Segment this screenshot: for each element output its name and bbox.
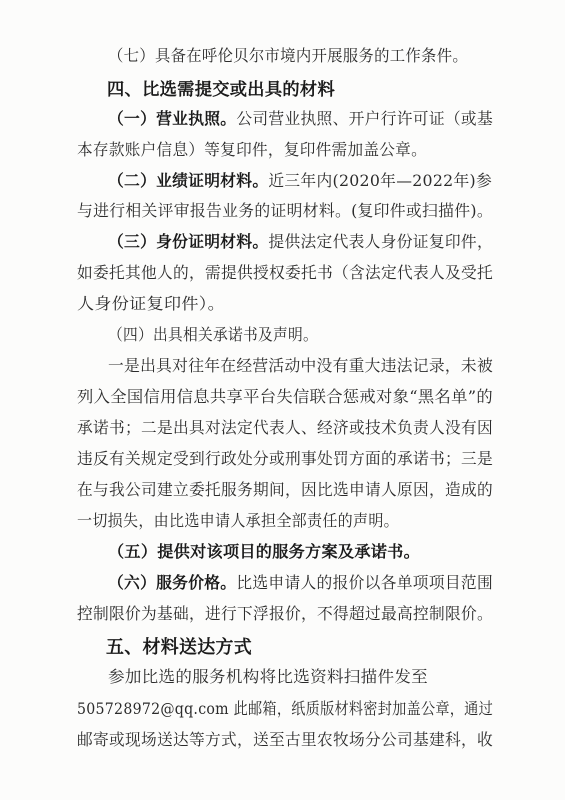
item-2-label: （二）业绩证明材料。: [108, 171, 269, 190]
item-5-line: [108, 539, 418, 562]
item-2-line-2-text: 与进行相关评审报告业务的证明材料。(复印件或扫描件)。: [77, 201, 493, 220]
item-4-para-line-4-text: 违反有关规定受到行政处分或刑事处罚方面的承诺书；三是: [77, 449, 493, 468]
section-5-line-2: [77, 696, 548, 719]
item-3-label: （三）身份证明材料。: [108, 232, 269, 251]
item-4-line: [108, 322, 336, 345]
item-2-text: 近三年内(2020年—2022年)参: [268, 171, 492, 190]
item-4-para-line-2: [77, 384, 493, 407]
item-4-para-line-3-text: 承诺书；二是出具对法定代表人、经济或技术负责人没有因: [77, 418, 493, 437]
section-5-heading: [106, 633, 252, 659]
item-3-line-3-text: 人身份证复印件）。: [77, 294, 225, 313]
item-3-line-2: [77, 260, 501, 283]
item-4-para-line-6: [77, 508, 419, 531]
section-5-line-3-text: 邮寄或现场送达等方式，送至古里农牧场分公司基建科，收: [77, 730, 493, 749]
item-1-label: （一）营业执照。: [108, 109, 237, 128]
item-6-line-1: [108, 570, 499, 593]
item-5-text: （五）提供对该项目的服务方案及承诺书。: [108, 542, 420, 561]
item-2-line-1: [108, 168, 498, 191]
item-6-text: 比选申请人的报价以各单项项目范围: [236, 573, 494, 592]
item-4-para-line-2-text: 列入全国信用信息共享平台失信联合惩戒对象“黑名单”的: [77, 387, 493, 406]
item-4-para-line-1-text: 一是出具对往年在经营活动中没有重大违法记录，未被: [108, 356, 493, 375]
item-3-line-3: [77, 291, 225, 314]
section-4-heading-text: 四、比选需提交或出具的材料: [107, 80, 335, 100]
item-6-line-2-text: 控制限价为基础，进行下浮报价，不得超过最高控制限价。: [77, 604, 493, 623]
item-3-text: 提供法定代表人身份证复印件，: [268, 232, 493, 251]
item-4-para-line-4: [77, 446, 501, 469]
item-1-line-2: [77, 137, 436, 160]
item-4-para-line-3: [77, 415, 501, 438]
item-6-line-1-content: [108, 570, 493, 593]
item-7-text: （七）具备在呼伦贝尔市境内开展服务的工作条件。: [108, 46, 468, 65]
item-1-text: 公司营业执照、开户行许可证（或基: [236, 109, 494, 128]
item-1-line-1: [108, 106, 499, 129]
section-5-line-1-text: 参加比选的服务机构将比选资料扫描件发至: [108, 667, 428, 686]
section-4-heading: [107, 75, 335, 100]
item-4-para-line-1: [108, 353, 499, 376]
item-4-para-line-6-text: 一切损失，由比选申请人承担全部责任的声明。: [77, 511, 399, 530]
item-6-label: （六）服务价格。: [108, 573, 237, 592]
section-5-heading-text: 五、材料送达方式: [106, 637, 252, 658]
item-1-line-2-text: 本存款账户信息）等复印件，复印件需加盖公章。: [77, 140, 427, 159]
item-2-line-2: [77, 198, 498, 221]
item-2-line-1-content: [108, 168, 492, 191]
section-5-line-3: [77, 727, 501, 750]
item-4-para-line-5: [77, 477, 501, 500]
item-1-line-1-content: [108, 106, 493, 129]
item-6-line-2: [77, 601, 501, 624]
item-3-line-1-content: [108, 229, 493, 252]
item-3-line-1: [108, 229, 499, 252]
section-5-line-1: [108, 664, 428, 687]
item-4-text: （四）出具相关承诺书及声明。: [108, 325, 318, 344]
section-5-line-2-text: 505728972@qq.com 此邮箱，纸质版材料密封加盖公章，通过: [77, 699, 493, 718]
item-3-line-2-text: 如委托其他人的，需提供授权委托书（含法定代表人及受托: [77, 263, 493, 282]
item-7-line: [108, 43, 483, 66]
item-4-para-line-5-text: 在与我公司建立委托服务期间，因比选申请人原因，造成的: [77, 480, 493, 499]
